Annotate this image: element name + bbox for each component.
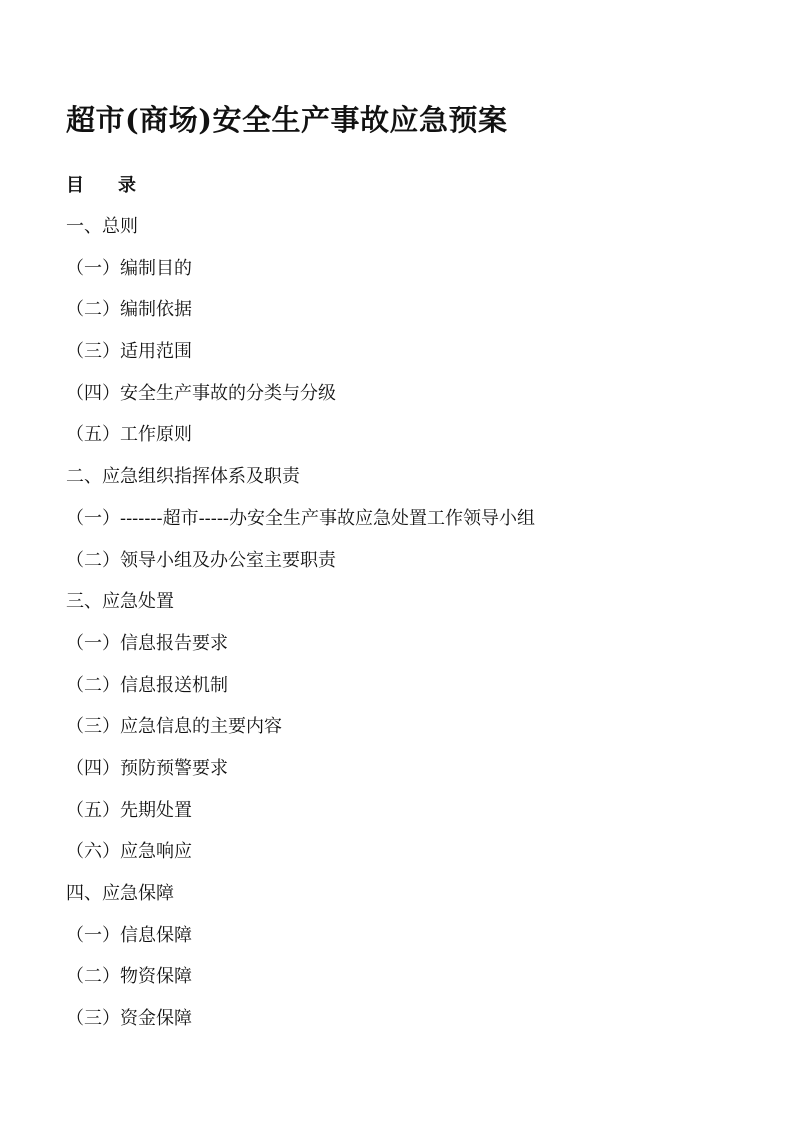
- toc-subsection-entry: （五）工作原则: [66, 424, 192, 446]
- toc-section-entry: 三、应急处置: [66, 591, 174, 613]
- document-title: 超市(商场)安全生产事故应急预案: [66, 103, 508, 137]
- toc-subsection-entry: （一）-------超市-----办安全生产事故应急处置工作领导小组: [66, 507, 535, 529]
- toc-subsection-entry: （二）物资保障: [66, 966, 192, 988]
- toc-subsection-entry: （二）领导小组及办公室主要职责: [66, 549, 336, 571]
- toc-subsection-entry: （一）编制目的: [66, 257, 192, 279]
- table-of-contents: [66, 214, 535, 1048]
- toc-section-entry: 四、应急保障: [66, 883, 174, 904]
- toc-subsection-entry: （二）编制依据: [66, 299, 192, 321]
- toc-subsection-entry: （四）安全生产事故的分类与分级: [66, 382, 336, 404]
- toc-subsection-entry: （一）信息保障: [66, 924, 192, 946]
- toc-subsection-entry: （一）信息报告要求: [66, 632, 228, 654]
- toc-subsection-entry: （三）资金保障: [66, 1008, 192, 1030]
- toc-heading: 目录: [66, 175, 170, 196]
- toc-subsection-entry: （五）先期处置: [66, 799, 192, 821]
- toc-subsection-entry: （六）应急响应: [66, 841, 192, 863]
- toc-subsection-entry: （三）适用范围: [66, 341, 192, 363]
- toc-section-entry: 一、总则: [66, 216, 138, 237]
- toc-subsection-entry: （三）应急信息的主要内容: [66, 716, 282, 738]
- toc-subsection-entry: （二）信息报送机制: [66, 674, 228, 696]
- toc-subsection-entry: （四）预防预警要求: [66, 757, 228, 779]
- toc-section-entry: 二、应急组织指挥体系及职责: [66, 466, 300, 488]
